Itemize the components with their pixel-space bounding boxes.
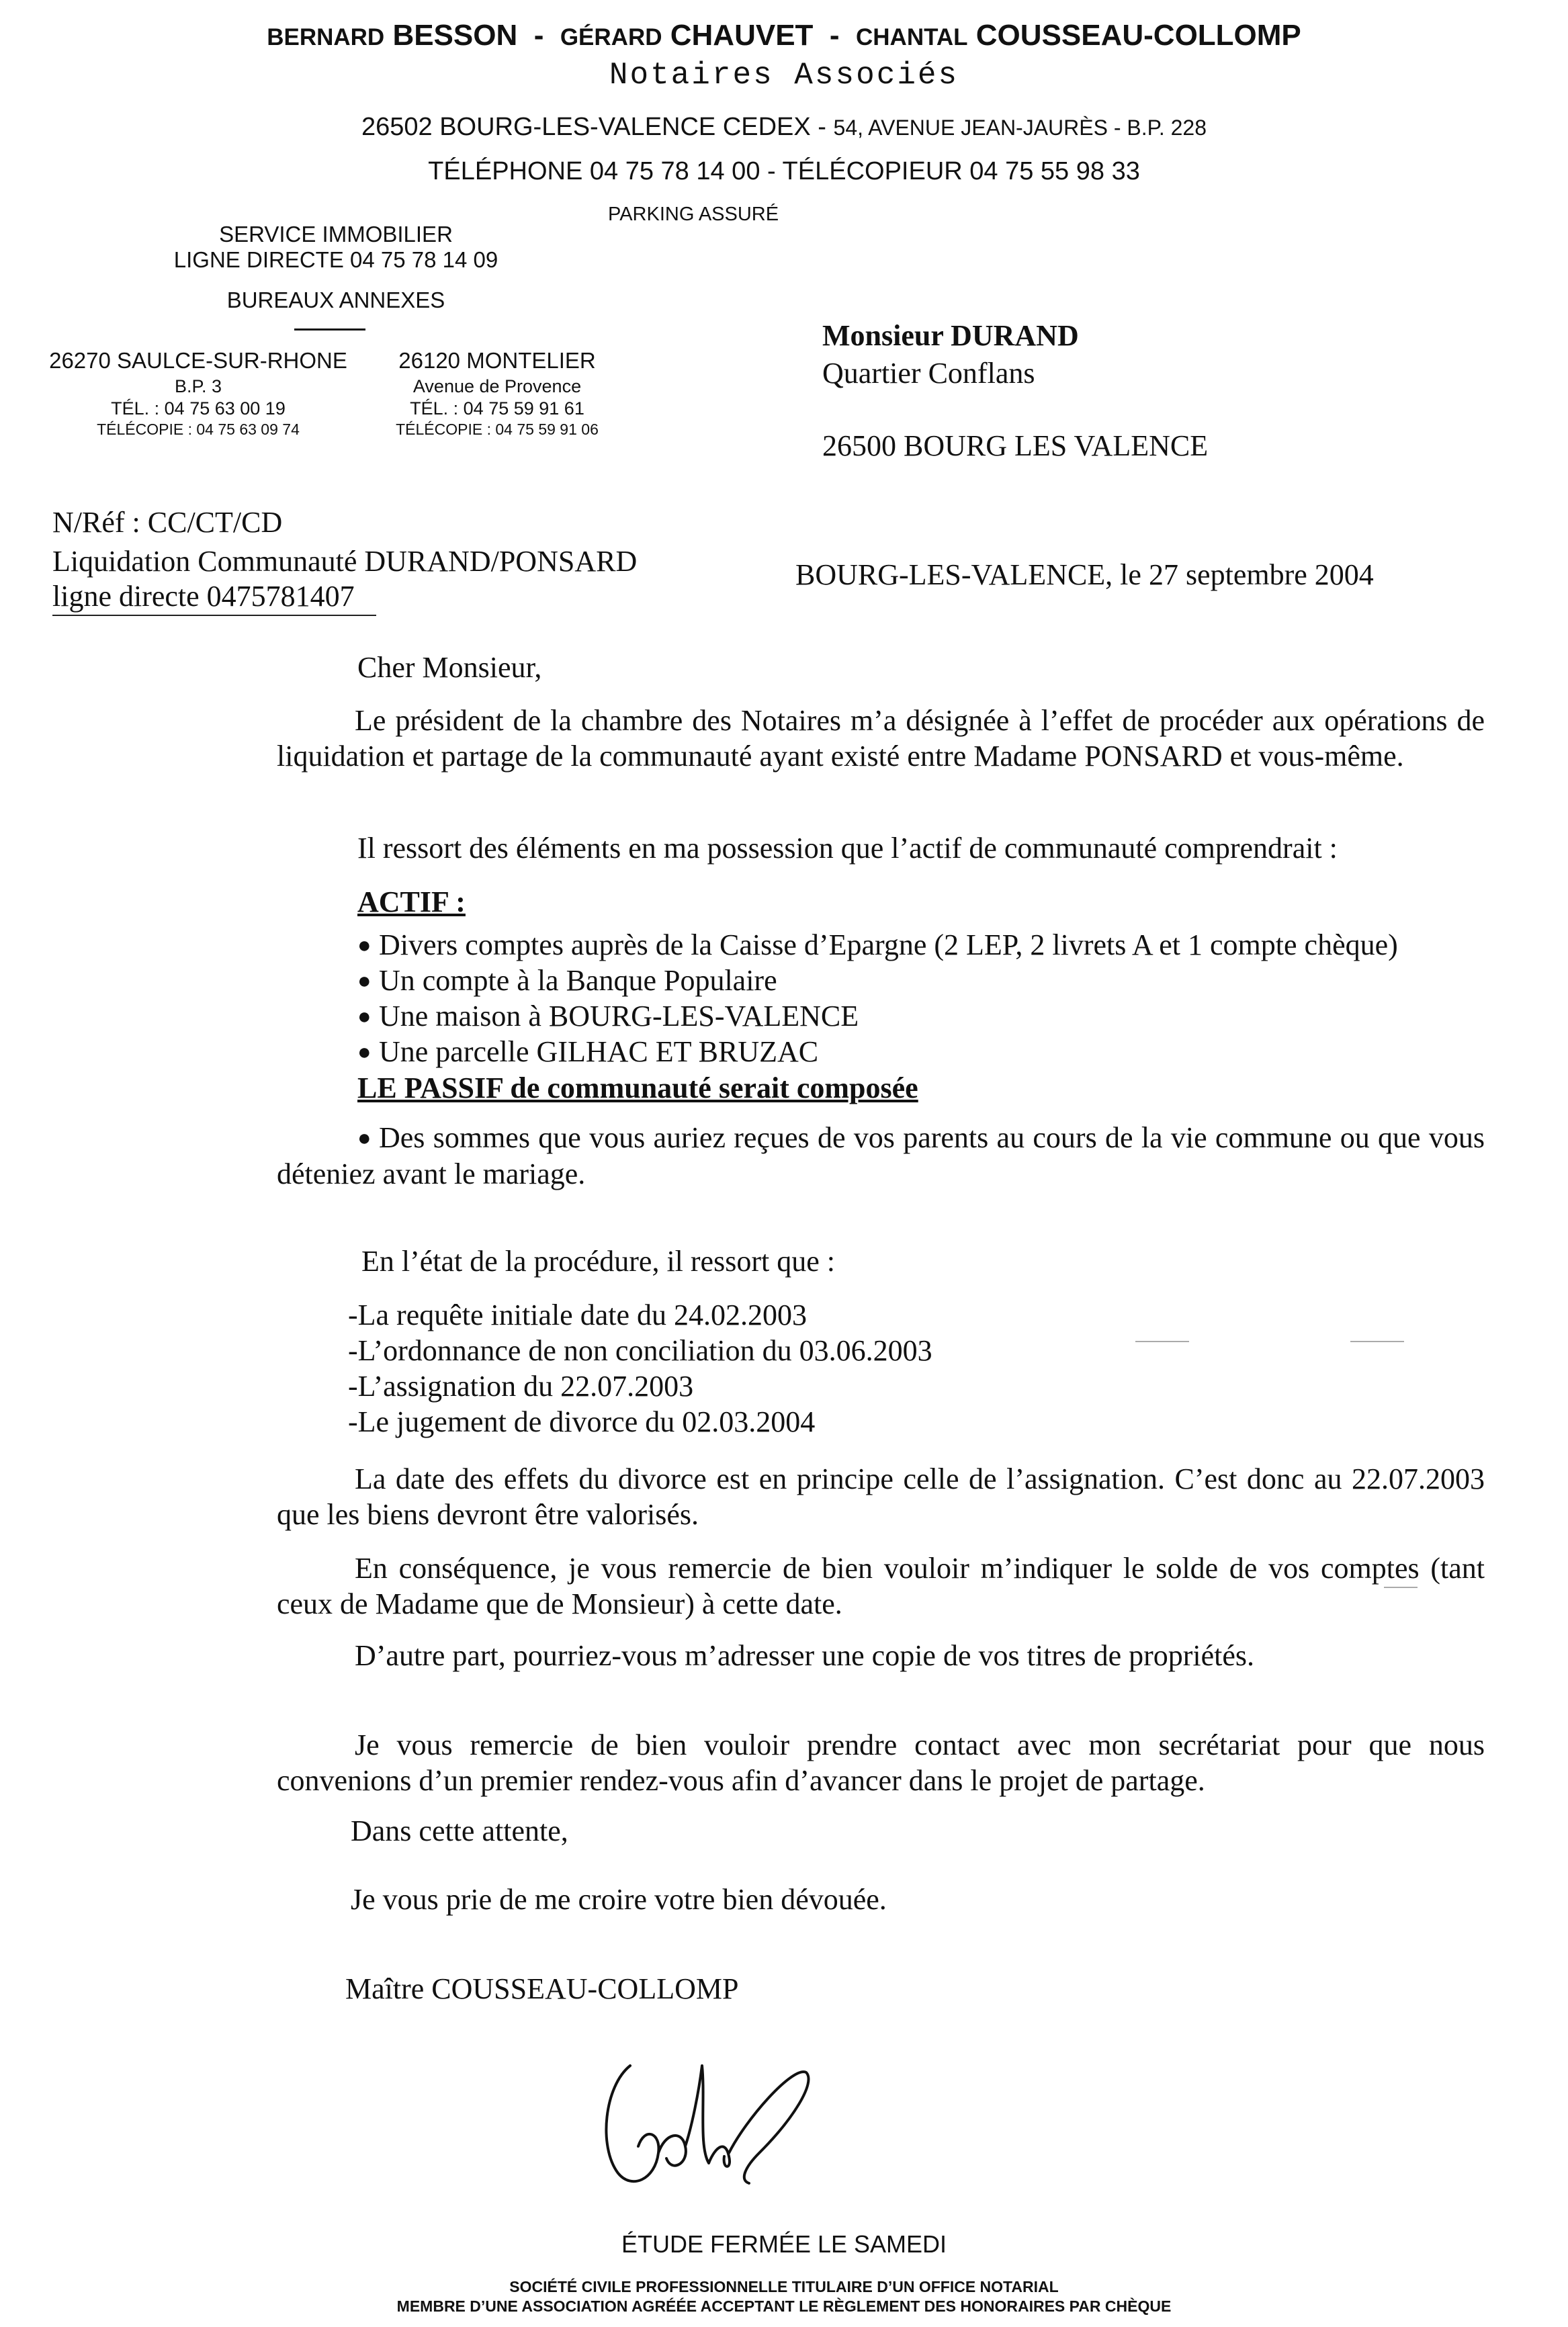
paragraph-actif-intro: Il ressort des éléments en ma possession que l’actif de communauté comprendrait :	[357, 832, 1338, 865]
annex1-tel: TÉL. : 04 75 63 00 19	[111, 398, 286, 419]
passif-heading: LE PASSIF de communauté serait composée	[357, 1071, 918, 1104]
partner2-first: GÉRARD	[560, 24, 662, 50]
salutation: Cher Monsieur,	[357, 651, 542, 684]
partner1-first: BERNARD	[267, 24, 385, 50]
partners-header	[0, 19, 1568, 52]
paragraph-appointment: Je vous remercie de bien vouloir prendre contact avec mon secrétariat pour que nous convenions d’un premier rendez-vous afin d’avancer dans le projet de partage.	[277, 1728, 1485, 1797]
annex2-city: 26120 MONTELIER	[398, 348, 596, 373]
actif-item-2: Un compte à la Banque Populaire	[379, 964, 777, 997]
procedure-item-3: -L’assignation du 22.07.2003	[348, 1370, 694, 1403]
annex-office-saulce	[37, 348, 359, 439]
annex1-fax: TÉLÉCOPIE : 04 75 63 09 74	[97, 421, 300, 438]
reference-code: N/Réf : CC/CT/CD	[52, 506, 283, 539]
paragraph-divorce-date: La date des effets du divorce est en principe celle de l’assignation. C’est donc au 22.07.2003 que les biens devront être valorisés.	[277, 1462, 1485, 1531]
procedure-item-4: -Le jugement de divorce du 02.03.2004	[348, 1405, 816, 1438]
bullet-dot-icon: ●	[357, 933, 372, 958]
list-item	[357, 1035, 818, 1069]
bullet-dot-icon: ●	[357, 969, 372, 994]
procedure-item-1: -La requête initiale date du 24.02.2003	[348, 1299, 807, 1331]
list-item	[357, 999, 859, 1033]
actif-heading: ACTIF :	[357, 885, 466, 918]
reference-underline	[52, 615, 376, 616]
firm-subtitle: Notaires Associés	[609, 58, 959, 93]
actif-item-1: Divers comptes auprès de la Caisse d’Epargne (2 LEP, 2 livrets A et 1 compte chèque)	[379, 928, 1398, 961]
firm-address	[0, 113, 1568, 142]
scan-mark	[1135, 1341, 1189, 1342]
annex1-city: 26270 SAULCE-SUR-RHONE	[49, 348, 347, 373]
service-line2: LIGNE DIRECTE 04 75 78 14 09	[173, 247, 498, 272]
signatory-name: Maître COUSSEAU-COLLOMP	[345, 1972, 739, 2005]
recipient-line3: 26500 BOURG LES VALENCE	[822, 429, 1209, 462]
separator: -	[829, 19, 840, 52]
footer-closed-notice: ÉTUDE FERMÉE LE SAMEDI	[621, 2230, 947, 2258]
annex2-line2: Avenue de Provence	[412, 376, 582, 396]
closing-line2: Je vous prie de me croire votre bien dévouée.	[351, 1883, 887, 1916]
scan-mark	[1350, 1341, 1404, 1342]
letter-date: BOURG-LES-VALENCE, le 27 septembre 2004	[795, 558, 1374, 591]
procedure-item-2: -L’ordonnance de non conciliation du 03.06.2003	[348, 1334, 932, 1367]
partner3-last: COUSSEAU-COLLOMP	[975, 19, 1301, 52]
separator: -	[533, 19, 544, 52]
procedure-intro: En l’état de la procédure, il ressort que :	[361, 1245, 835, 1278]
annex2-tel: TÉL. : 04 75 59 91 61	[410, 398, 584, 419]
actif-item-3: Une maison à BOURG-LES-VALENCE	[379, 1000, 859, 1033]
footer-legal-line2: MEMBRE D’UNE ASSOCIATION AGRÉÉE ACCEPTANT LE RÈGLEMENT DES HONORAIRES PAR CHÈQUE	[396, 2297, 1172, 2315]
bullet-dot-icon: ●	[357, 1040, 372, 1065]
annex-office-montelier	[383, 348, 611, 439]
paragraph-intro: Le président de la chambre des Notaires m’a désignée à l’effet de procéder aux opérations de liquidation et partage de la communauté ayant existé entre Madame PONSARD et vous-même.	[277, 704, 1485, 773]
annex2-fax: TÉLÉCOPIE : 04 75 59 91 06	[396, 421, 599, 438]
paragraph-account-balance: En conséquence, je vous remercie de bien vouloir m’indiquer le solde de vos comptes (tant ceux de Madame que de Monsieur) à cette date.	[277, 1552, 1485, 1620]
passif-item-text: Des sommes que vous auriez reçues de vos parents au cours de la vie commune ou que vous déteniez avant le mariage.	[277, 1121, 1485, 1190]
signature-image	[591, 2046, 820, 2200]
address-main: 26502 BOURG-LES-VALENCE CEDEX -	[361, 113, 826, 141]
address-detail: 54, AVENUE JEAN-JAURÈS - B.P. 228	[833, 116, 1207, 140]
annex-divider	[294, 328, 365, 331]
passif-item	[277, 1120, 1485, 1192]
reference-direct-line: ligne directe 0475781407	[52, 580, 355, 613]
annex1-line2: B.P. 3	[174, 376, 222, 396]
bullet-dot-icon: ●	[357, 1126, 372, 1151]
bullet-dot-icon: ●	[357, 1004, 372, 1029]
reference-subject: Liquidation Communauté DURAND/PONSARD	[52, 545, 638, 578]
partner2-last: CHAUVET	[670, 19, 814, 52]
scan-mark	[1384, 1587, 1418, 1588]
list-item	[357, 928, 1398, 962]
firm-phone: TÉLÉPHONE 04 75 78 14 00 - TÉLÉCOPIEUR 04 75 55 98 33	[428, 157, 1140, 185]
paragraph-property-titles: D’autre part, pourriez-vous m’adresser une copie de vos titres de propriétés.	[355, 1639, 1255, 1672]
footer-legal-line1: SOCIÉTÉ CIVILE PROFESSIONNELLE TITULAIRE D’UN OFFICE NOTARIAL	[509, 2278, 1059, 2295]
partner1-last: BESSON	[392, 19, 518, 52]
partner3-first: CHANTAL	[856, 24, 968, 50]
list-item	[357, 963, 777, 998]
recipient-name: Monsieur DURAND	[822, 319, 1079, 352]
parking-note: PARKING ASSURÉ	[608, 204, 779, 225]
recipient-line2: Quartier Conflans	[822, 357, 1035, 390]
closing-line1: Dans cette attente,	[351, 1814, 568, 1847]
annexes-title: BUREAUX ANNEXES	[226, 288, 445, 312]
service-line1: SERVICE IMMOBILIER	[219, 222, 453, 247]
actif-item-4: Une parcelle GILHAC ET BRUZAC	[379, 1035, 819, 1068]
